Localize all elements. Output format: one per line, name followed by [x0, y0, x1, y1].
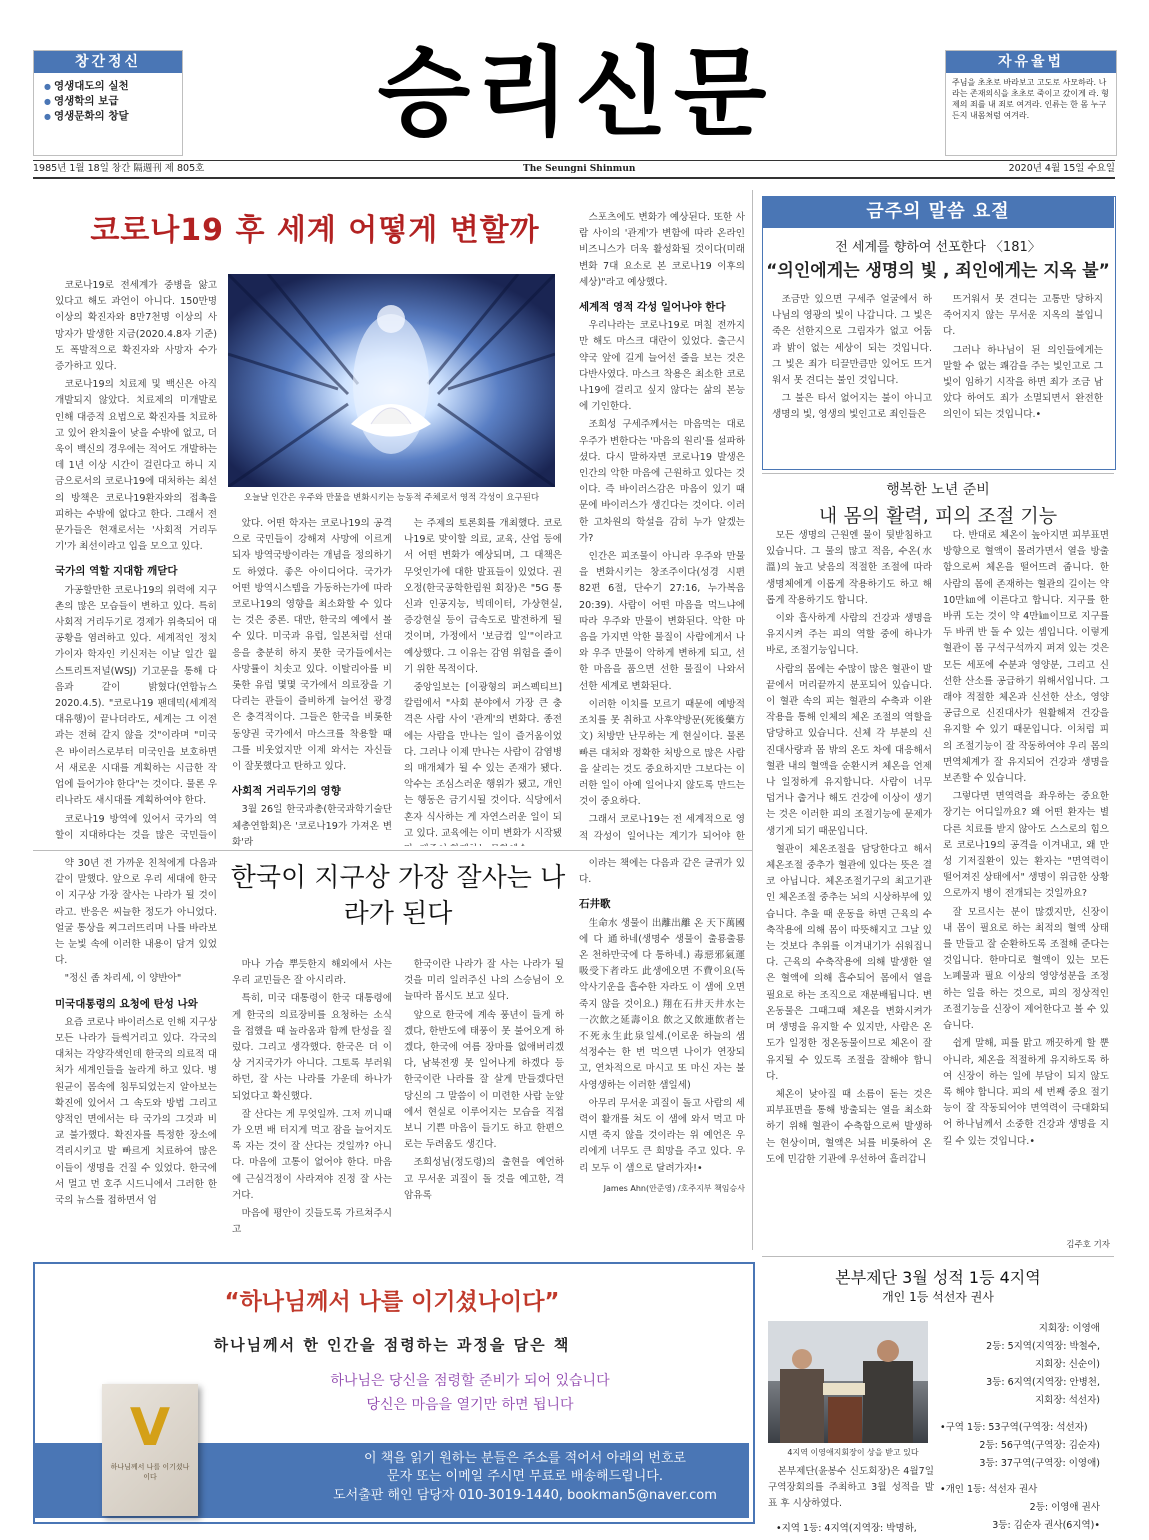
meditation-figure-image [228, 274, 555, 487]
paragraph: 이라는 책에는 다음과 같은 글귀가 있다. [579, 858, 745, 886]
paragraph: 요즘 코로나 바이러스로 인해 지구상 모든 나라가 들썩거리고 있다. 각국의 대처는 각양각색인데 한국의 의료적 대처가 세계인들을 놀라게 하고 있다. 병원균이 몸속에 침투되었는지 알아보는 확진에 있어서 그 속도와 방법 그리고 양적인 면에서는 타 국가의 그것과 비교 불가했다. 확진자를 특정한 장소에 격리시키고 발 빠르게 치료하여 많은 이들이 생명을 건질 수 있었다. 한국에서 멀고 먼 호주 시드니에서 그러한 한국의 뉴스를 접하면서 엄 [55, 1016, 217, 1207]
paragraph: 다. 반대로 체온이 높아지면 피부표면 방향으로 혈액이 몰려가면서 열을 방출함으로써 체온을 떨어뜨려 줍니다. 한 사람의 몸에 존재하는 혈관의 길이는 약 10만㎞에 이른다고 합니다. 지구를 한 바퀴 도는 것이 약 4만㎞이므로 지구를 두 바퀴 반 돌 수 있는 셈입니다. 이렇게 혈관이 몸 구석구석까지 퍼져 있는 것은 모든 세포에 수분과 영양분, 그리고 신선한 산소를 공급하기 위해서입니다. 그래야 적절한 체온과 신선한 산소, 영양공급으로 신진대사가 원활해져 건강을 유지할 수 있기 때문입니다. 이처럼 피의 조절기능이 잘 작동하여야 우리 몸의 면역체계가 잘 유지되어 건강과 생명을 보존할 수 있습니다. [943, 530, 1109, 785]
paragraph: 그래서 코로나19는 전 세계적으로 영적 각성이 일어나는 계기가 되어야 한 [579, 814, 745, 842]
founding-spirit-title: 창간정신 [34, 51, 182, 73]
paragraph: 우리나라는 코로나19로 며칠 전까지만 해도 마스크 대란이 있었다. 출근시 약국 앞에 길게 늘어선 줄을 보는 것은 다반사였다. 마스크 착용은 최소한 코로나19에 걸리고 싶지 않다는 삶의 본능에 기인한다. [579, 320, 745, 413]
paragraph: 조금만 있으면 구세주 얼굴에서 하나님의 영광의 빛이 나갑니다. 그 빛은 죽은 선한지으로 그림자가 없고 어둠과 밝이 없는 세상이 되는 것입니다. 그 빛은 죄가 티끌만큼만 있어도 뜨거워서 못 견디는 불인 것입니다. [772, 294, 932, 387]
article-photo [228, 274, 555, 487]
grade-line: 2등: 56구역(구역장: 김순자) [979, 1440, 1100, 1451]
founding-spirit-box [33, 50, 183, 156]
paragraph: 뜨거워서 못 견디는 고통만 당하지 죽어지지 않는 무서운 지옥의 불입니다. [943, 294, 1103, 338]
article-headline: 한국이 지구상 가장 잘사는 나라가 된다 [230, 863, 566, 929]
paragraph: 중앙일보는 [이광형의 퍼스펙티브] 칼럼에서 "사회 분야에서 가장 큰 충격은 사람 사이 '관계'의 변화다. 종전에는 사람을 만나는 일이 즐거움이었다. 그러나 이제 만나는 사람이 감염병의 매개체가 될 수 있는 존재가 됐다. 악수는 조심스러운 행위가 됐고, 개인는 행동은 금기시될 것이다. 식당에서 혼자 식사하는 게 자연스러운 일이 되고 있다. 교육에는 이미 변화가 시작됐 [404, 682, 562, 839]
founding-info: 1985년 1월 18일 창간 隔週刊 제 805호 [33, 163, 205, 174]
freedom-law-title: 자유율법 [946, 51, 1116, 73]
paragraph: 잘 산다는 게 무엇일까. 그저 끼니때가 오면 배 터지게 먹고 잠을 늘어지도록 자는 것이 잘 산다는 것일까? 아니다. 마음에 고통이 없어야 한다. 마음에 근심걱정이 사라져야 진정 잘 사는 거다. [232, 1108, 392, 1201]
grade-line: •지역 1등: 4지역(지역장: 박명하, [776, 1523, 917, 1534]
award-photo-caption: 4지역 이영애지회장이 상을 받고 있다 [787, 1448, 919, 1457]
grade-line: 지회장: 신순이) [1035, 1359, 1100, 1370]
freedom-law-box [945, 50, 1117, 156]
paragraph: "정신 좀 차리세, 이 양반아" [64, 973, 182, 985]
award-ceremony-image [768, 1321, 928, 1443]
book-cover-title: 하나님께서 나를 이기셨나이다 [110, 1463, 190, 1481]
grade-line: •구역 1등: 53구역(구역장: 석선자) [940, 1422, 1088, 1433]
grades-body [768, 1464, 934, 1512]
paragraph: 는 주제의 토론회를 개최했다. 코로나19로 맞이할 의료, 교육, 산업 등에서 어떤 변화가 예상되며, 그 대책은 무엇인가에 대한 발표들이 있었다. 권오정(한국공학한림원 회장)은 "5G 통신과 인공지능, 빅데이터, 가상현실, 증강현실 등이 급속도로 발전하게 될 것이며, 가정에서 '보금컴 일'"이라고 예상했다. 그 이유는 감염 위험을 줄이기 위한 목적이다. [404, 518, 562, 675]
grade-line: 지회장: 이영애 [1038, 1323, 1100, 1334]
paragraph: 3월 26일 한국과총(한국과학기술단체총연합회)은 '코로나19가 가져온 변화'라 [232, 804, 392, 846]
paragraph: 이와 흡사하게 사람의 건강과 생명을 유지시켜 주는 피의 역할 중에 하나가 바로, 조절기능입니다. [766, 613, 932, 657]
article-column [404, 516, 562, 846]
paragraph: 스포츠에도 변화가 예상된다. 또한 사람 사이의 '관계'가 변함에 따라 온라인 비즈니스가 더욱 활성화될 것이다(미래 변화 7대 요소로 본 코로나19 이후의 세상)"라고 예상했다. [579, 212, 745, 288]
article-column [232, 516, 392, 846]
paragraph: 마나 가슴 뿌듯한지 해외에서 사는 우리 교민들은 잘 아시리라. [232, 959, 392, 987]
ad-line: 하나님은 당신을 점령할 준비가 되어 있습니다 [330, 1373, 610, 1389]
grade-line: 2등: 이영애 권사 [1029, 1502, 1100, 1513]
section-subhead: 세계적 영적 각성 일어나야 한다 [579, 301, 726, 314]
paragraph: 혈관이 체온조절을 담당한다고 해서 체온조절 중추가 혈관에 있다는 뜻은 결코 아닙니다. 체온조절기구의 최고기관인 체온조절 중추는 뇌의 시상하부에 있습니다. 추울 때 운동을 하면 근육의 수축작용에 의해 몸이 따뜻해지고 그날 있는 것보다 추위를 이겨내기가 쉬워집니다. 근육의 수축작용에 의해 발생한 열은 혈액에 의해 흡수되어 몸에서 열을 필요로 하는 조직으로 재분배됩니다. 변온동물은 그때그때 체온을 변화시켜가며 생명을 유지할 수 있지만, 사람은 온도가 일정한 정온동물이므로 체온이 잘 유지될 수 있도록 조절을 잘해야 합니다. [766, 843, 932, 1082]
sermon-column [772, 292, 932, 462]
paragraph: 코로나19 방역에 있어서 국가의 역할이 지대하다는 것을 많은 국민들이 [55, 813, 217, 841]
health-column [943, 528, 1109, 1228]
ad-line: 당신은 마음을 열기만 하면 됩니다 [366, 1397, 574, 1413]
article-column [232, 957, 392, 1251]
section-subhead: 국가의 역할 지대함 깨닫다 [55, 565, 178, 578]
photo-caption: 오늘날 인간은 우주와 만물을 변화시키는 능동적 주체로서 영적 각성이 요구된다 [243, 493, 540, 503]
health-column [766, 528, 932, 1245]
paragraph: 한국이란 나라가 잘 사는 나라가 될 것을 미리 일러주신 나의 스승님이 오늘따라 몹시도 보고 싶다. [404, 959, 564, 1003]
ad-subtitle: 하나님께서 한 인간을 점령하는 과정을 담은 책 [213, 1336, 571, 1354]
ad-contact-line: 이 책을 읽기 원하는 분들은 주소를 적어서 아래의 번호로 [364, 1451, 686, 1466]
article-column [579, 856, 745, 1251]
paragraph: 코로나19로 전세계가 중병을 앓고 있다고 해도 과언이 아니다. 150만명 이상의 확진자와 8만7천명 이상의 사망자가 발생한 지금(2020.4.8자 기준)도 폭발적으로 확진자와 사망자 수가 증가하고 있다. [55, 280, 217, 373]
award-photo [768, 1321, 928, 1443]
paragraph: 코로나19의 치료제 및 백신은 아직 개발되지 않았다. 치료제의 미개발로 인해 대증적 요법으로 확진자를 치료하고 있어 완치율이 낮을 수밖에 없고, 더욱이 백신의 경우에는 적어도 개발하는 데 1년 이상 시간이 걸린다고 하니 지금으로서의 코로나19에 대처하는 최선의 방책은 코로나19환자와의 접촉을 피하는 수밖에 없다고 한다. 그래서 전문가들은 현재로서는 '사회적 거리두기'가 최선이라고 입을 모으고 있다. [55, 379, 217, 553]
article-headline: 코로나19 후 세계 어떻게 변할까 [90, 213, 540, 248]
section-subhead: 사회적 거리두기의 영향 [232, 785, 341, 798]
freedom-law-text: 주님을 초초로 바라보고 고도로 사모하라. 나라는 존재의식을 초초로 죽이고 갔이게 라. 형제의 죄를 내 죄로 여겨라. 인류는 한 몸 누구든지 내몸처럼 여겨라. [952, 78, 1109, 120]
grade-line: •개인 1등: 석선자 권사 [940, 1484, 1038, 1495]
paragraph: 본부제단(윤봉수 신도회장)은 4월7일 구역장회의를 주최하고 3월 성적을 발표 후 시상하였다. [768, 1466, 934, 1510]
health-byline: 김주호 기자 [1066, 1240, 1110, 1250]
paragraph: 조희성 구세주께서는 마음먹는 대로 우주가 변한다는 '마음의 원리'를 설파하셨다. 다시 말하자면 코로나19 발생은 인간의 악한 마음에 근원하고 있다는 것이다. 즉 바이러스감은 마음이 있기 때문에 바이러스가 생긴다는 것이다. 이러한 고차원의 학설을 감히 누가 알겠는가? [579, 419, 745, 544]
paragraph: 모든 생명의 근원엔 물이 뒷받침하고 있습니다. 그 물의 많고 적음, 수온(水溫)의 높고 낮음의 적절한 조절에 따라 생명체에게 이롭게 작용하기도 하고 해롭게 작용하기도 합니다. [766, 530, 932, 606]
paragraph: 그 불은 타서 없어지는 불이 아니고 생명의 빛, 영생의 빛인고로 죄인들은 [772, 393, 932, 421]
paragraph: 마음에 평안이 깃들도록 가르쳐주시고 [232, 1208, 392, 1236]
health-subtitle: 행복한 노년 준비 [886, 482, 990, 498]
grade-line: 3등: 6지역(지역장: 안병천, [986, 1377, 1100, 1388]
paragraph: 그렇다면 면역력을 좌우하는 중요한 장기는 어디일까요? 왜 어떤 환자는 별다른 치료를 받지 않아도 스스로의 힘으로 코로나19의 공격을 이겨내고, 왜 만성 기저질환이 있는 환자는 "면역력이 떨어져진 상태에서" 생명이 위급한 상황으로까지 병이 전개되는 것일까요? [943, 791, 1109, 900]
paragraph: 生命水 생물이 出離出離 온 天下萬國에 다 通하네(생명수 생물이 출룡출룡 온 천하만국에 다 통하네.) 毒惡邪氣運 吸受下者라도 此생에오면 不費이요(독악사기운을 흡수한 자라도 이 샘에 오면 죽지 않을 것이요.) 翔在石井天井水는 一次飲之延壽이요 飲之又飲連飲者는 不死永生此泉일세.(이로운 하늘의 샘 석정수는 한 번 먹으면 나이가 연장되고, 연차적으로 마시고 또 마신 자는 불사영생하는 이러한 샘일세) [579, 917, 745, 1091]
paragraph: 앞으로 한국에 계속 풍년이 들게 하겠다, 한반도에 태풍이 못 불어오게 하겠다, 한국에 여름 장마를 없애버리겠다, 남북전쟁 못 일어나게 하겠다 등 한국이란 나라를 잘 살게 만들겠다던 당신의 그 말씀이 이 미련한 사람 눈앞에서 현실로 이루어지는 모습을 직접 보니 기쁜 마음이 들기도 하고 한편으로는 두려움도 생긴다. [404, 1009, 564, 1151]
grade-line: 2등: 5지역(지역장: 박철수, [986, 1341, 1100, 1352]
book-cover-image [102, 1384, 198, 1516]
ad-title: “하나님께서 나를 이기셨나이다” [224, 1289, 560, 1315]
paragraph: 조희성님(정도령)의 출현을 예언하고 무서운 괴질이 돌 것을 예고한, 격암유록 [404, 1157, 564, 1201]
sermon-subtitle: 전 세계를 향하여 선포한다 〈181〉 [835, 240, 1041, 255]
health-title: 내 몸의 활력, 피의 조절 기능 [818, 505, 1058, 527]
paragraph: 쉽게 말해, 피를 맑고 깨끗하게 할 뿐 아니라, 체온을 적절하게 유지하도록 하여 신장이 하는 일에 부담이 되지 않도록 해야 합니다. 피의 세 번째 중요 절기능이 잘 작동되어야 면역력이 극대화되어 하나님께서 소중한 건강과 생명을 지킬 수 있는 것입니다.• [943, 1038, 1109, 1147]
article-column [579, 210, 745, 845]
founding-spirit-list [44, 79, 182, 124]
paragraph: 체온이 낮아질 때 소름이 돋는 것은 피부표면을 통해 방출되는 열을 최소화하기 위해 혈관이 수축함으로써 발생하는 현상이며, 혈액은 뇌를 비롯하여 온도에 민감한 기관에 우선하여 흘러갑니 [766, 1088, 932, 1165]
section-subhead: 미국대통령의 요청에 탄성 나와 [55, 997, 198, 1010]
article-column [404, 957, 564, 1251]
grade-line: 3등: 37구역(구역장: 이영애) [979, 1458, 1100, 1469]
grades-subtitle: 개인 1등 석선자 권사 [882, 1290, 994, 1304]
paragraph: 사람의 몸에는 수많이 많은 혈관이 발끝에서 머리끝까지 분포되어 있습니다. 이 혈관 속의 피는 혈관의 수축과 이완 작용을 통해 인체의 체온 조절의 역할을 담당하고 있습니다. 신체 각 부분의 신진대사량과 몸 밖의 온도 차에 대응해서 혈관 내의 혈액을 순환시켜 체온을 언제나 일정하게 유지합니다. 사람이 너무 덥거나 춥거나 해도 건강에 이상이 생기는 것은 이러한 피의 조절기능에 문제가 생기게 되기 때문입니다. [766, 663, 932, 837]
paragraph: 이러한 이치를 모르기 때문에 예방적 조치를 못 취하고 사후약방문(死後藥方文) 처방만 난무하는 게 현실이다. 물론 빠른 대처와 정확한 처방으로 많은 사람을 살리는 것도 중요하지만 그보다는 이러한 일이 아예 일어나지 않도록 만드는 것이 중요하다. [579, 698, 745, 808]
paragraph: 가공할만한 코로나19의 위력에 지구촌의 많은 모습들이 변하고 있다. 특히 사회적 거리두기로 경제가 위축되어 대공황을 염려하고 있다. 세계적인 정치가이자 학자인 키신저는 이날 일간 월스트리트저널(WSJ) 기고문을 통해 다음과 같이 밝혔다(연합뉴스 2020.4.5). "코로나19 팬데믹(세계적 대유행)이 끝나더라도, 세계는 그 이전과는 전혀 같지 않을 것"이라며 "미국은 바이러스로부터 미국인을 보호하면서 새로운 시대를 계획하는 시급한 작업에 들어가야 한다"는 것이다. 물론 우리나라도 새시대를 계획하여야 한다. [55, 584, 217, 807]
list-item: ● 영생학의 보급 [44, 94, 182, 109]
paragraph: 약 30년 전 가까운 친척에게 다음과 같이 말했다. 앞으로 우리 세대에 한국이 지구상 가장 잘사는 나라가 될 것이라고. 반응은 씨늘한 정도가 아니었다. 얼굴 통상을 찌그러뜨리며 나를 바라보는 눈빛 속에 이러한 내용이 담겨 있었다. [55, 858, 217, 967]
article-column [55, 856, 217, 1251]
paragraph: 았다. 어떤 학자는 코로나19의 공격으로 국민들이 강해져 사망에 이르게 되자 방역국방이라는 개념을 정의하기도 하였다. 좋은 아이디어다. 국가가 어떤 방역시스템을 가동하는가에 따라 코로나19의 영향을 최소화할 수 있다는 것은 중론. 대만, 한국의 예에서 볼 수 있다. 미국과 유럽, 일본처럼 선대응을 충분히 하지 못한 국가들에서는 사망률이 치솟고 있다. 이탈리아를 비롯한 유럽 몇몇 국가에서 의료장을 기다리는 관들이 즐비하게 늘어선 광경은 충격적이다. 그들은 한국을 비롯한 동양권 국가에서 마스크를 착용할 때 그를 비웃었지만 이제 와서는 자신들이 잘못했다고 탄하고 있다. [232, 518, 392, 773]
sermon-column [943, 292, 1103, 462]
paragraph: 잘 모르시는 분이 많겠지만, 신장이 내 몸이 필요로 하는 최적의 혈액 상태를 만들고 잘 순환하도록 조절해 준다는 것입니다. 한마디로 혈액이 있는 모든 노폐물과 필요 이상의 영양성분을 조정하는 일을 하는 것으로, 피의 정상적인 조절기능을 신장이 제어한다고 볼 수 있습니다. [943, 906, 1109, 1032]
poem-title: 石井歌 [579, 898, 611, 911]
paragraph: 특히, 미국 대통령이 한국 대통령에게 한국의 의료장비를 요청하는 소식을 접했을 때 놀라움과 함께 탄성을 질렀다. 그리고 생각했다. 한국은 더 이상 거지국가가 아니다. 그토록 부러워하던, 잘 사는 나라를 가운데 하나가 되었다고 확신했다. [232, 993, 392, 1102]
ad-contact-line: 문자 또는 이메일 주시면 무료로 배송해드립니다. [387, 1469, 663, 1484]
ad-contact-line: 도서출판 해인 담당자 010-3019-1440, bookman5@naver.com [333, 1488, 717, 1503]
grades-title: 본부제단 3월 성적 1등 4지역 [835, 1268, 1041, 1287]
paragraph: 아무리 무서운 괴질이 돌고 사람의 세력이 활개를 쳐도 이 샘에 와서 먹고 마시면 죽지 않을 것이라는 위 예언은 우리에게 너무도 큰 희망을 주고 있다. 우리 모두 이 샘으로 달려가자!• [579, 1097, 745, 1174]
sermon-header: 금주의 말씀 요절 [762, 196, 1114, 228]
paragraph: 그러나 하나님이 된 의인들에게는 말할 수 없는 쾌감을 주는 빛인고로 그 빛이 임하기 시작을 하면 죄가 조금 남았다 하여도 죄가 소멸되면서 완전한 의인이 되는 것입니다.• [943, 344, 1103, 421]
paragraph: 인간은 피조물이 아니라 우주와 만물을 변화시키는 창조주이다(성경 시편 82편 6절, 단수기 27:16, 누가복음 20:39). 사람이 어떤 마음을 먹느냐에 따라 우주와 만물이 변화된다. 악한 마음을 가지면 악한 물질이 사람에게서 나와 우주 만물이 악하게 변하게 되고, 선한 마음을 품으면 선한 물질이 나와서 선한 세계로 변화된다. [579, 551, 745, 692]
list-item: ● 영생문화의 창달 [44, 109, 182, 124]
grade-line: 3등: 김순자 권사(6지역)• [992, 1520, 1100, 1531]
list-item: ● 영생대도의 실천 [44, 79, 182, 94]
sermon-title: “의인에게는 생명의 빛 , 죄인에게는 지옥 불” [766, 261, 1110, 281]
book-cover-letter: V [129, 1398, 171, 1458]
grade-line: 지회장: 석선자) [1035, 1395, 1100, 1406]
issue-info-bar [33, 160, 1115, 179]
newspaper-logo: 승리신문 [377, 37, 773, 149]
article-byline: James Ahn(안준영) /호주지부 책임승사 [603, 1183, 745, 1193]
article-column [55, 278, 217, 843]
english-name: The Seungni Shinmun [523, 164, 636, 174]
issue-date: 2020년 4월 15일 수요일 [1008, 163, 1115, 174]
